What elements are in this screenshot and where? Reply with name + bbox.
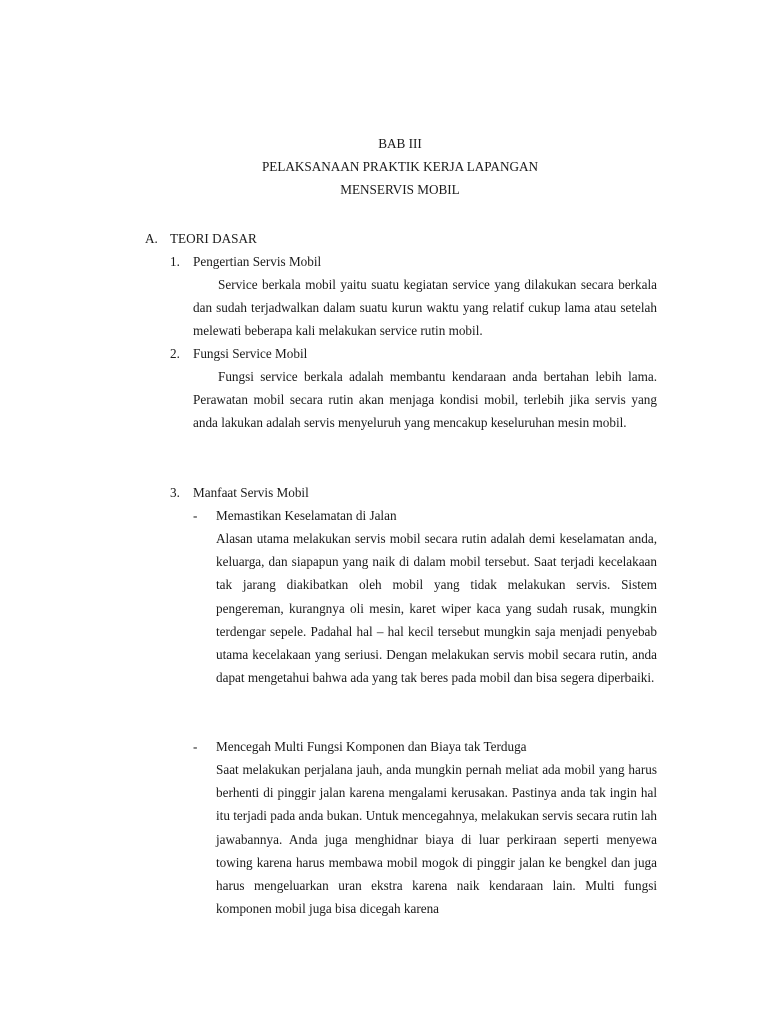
item-heading: Fungsi Service Mobil — [193, 346, 308, 361]
chapter-subheading: MENSERVIS MOBIL — [340, 182, 460, 198]
item-heading: Pengertian Servis Mobil — [193, 254, 322, 269]
subitem-heading: Mencegah Multi Fungsi Komponen dan Biaya tak Terduga — [216, 739, 527, 754]
paragraph-keselamatan — [216, 527, 657, 689]
bullet-dash: - — [193, 508, 198, 523]
paragraph-text: Alasan utama melakukan servis mobil secara rutin adalah demi keselamatan anda, keluarga, dan siapapun yang naik di dalam mobil tersebut. Saat terjadi kecelakaan tak jarang diakibatkan oleh mobil yang tidak melakukan servis. Sistem pengereman, kurangnya oli mesin, karet wiper kaca yang sudah rusak, mungkin terdengar sepele. Padahal hal – hal kecil tersebut mungkin saja menjadi penyebab utama kecelakaan yang seriusi. Dengan melakukan servis mobil secara rutin, anda dapat mengetahui bahwa ada yang tak beres pada mobil dan bisa segera diperbaiki. — [216, 531, 657, 686]
item-number: 2. — [170, 346, 180, 361]
section-marker: A. — [145, 231, 158, 246]
item-heading: Manfaat Servis Mobil — [193, 485, 309, 500]
paragraph-pengertian — [193, 273, 657, 343]
paragraph-multi-fungsi — [216, 758, 657, 920]
item-number: 1. — [170, 254, 180, 269]
chapter-number: BAB III — [378, 136, 422, 151]
paragraph-fungsi — [193, 365, 657, 435]
subitem-heading: Memastikan Keselamatan di Jalan — [216, 508, 397, 523]
chapter-heading: PELAKSANAAN PRAKTIK KERJA LAPANGAN — [261, 159, 539, 175]
paragraph-text: Service berkala mobil yaitu suatu kegiatan service yang dilakukan secara berkala dan sudah terjadwalkan dalam suatu kurun waktu yang relatif cukup lama atau setelah melewati beberapa kali melakukan service rutin mobil. — [193, 277, 657, 339]
bullet-dash: - — [193, 739, 198, 754]
item-number: 3. — [170, 485, 180, 500]
section-heading: TEORI DASAR — [170, 231, 257, 246]
paragraph-text: Fungsi service berkala adalah membantu kendaraan anda bertahan lebih lama. Perawatan mobil secara rutin akan menjaga kondisi mobil, terlebih jika servis yang anda lakukan adalah servis menyeluruh yang mencakup keseluruhan mesin mobil. — [193, 369, 657, 431]
paragraph-text: Saat melakukan perjalana jauh, anda mungkin pernah meliat ada mobil yang harus berhenti di pinggir jalan karena mengalami kerusakan. Pastinya anda tak ingin hal itu terjadi pada anda bukan. Untuk mencegahnya, melakukan servis secara rutin lah jawabannya. Anda juga menghidnar biaya di luar perkiraan seperti menyewa towing karena harus membawa mobil mogok di pinggir jalan ke bengkel dan juga harus mengeluarkan uran ekstra karena naik kendaraan lain. Multi fungsi komponen mobil juga bisa dicegah karena — [216, 762, 657, 917]
chapter-title — [0, 132, 768, 202]
